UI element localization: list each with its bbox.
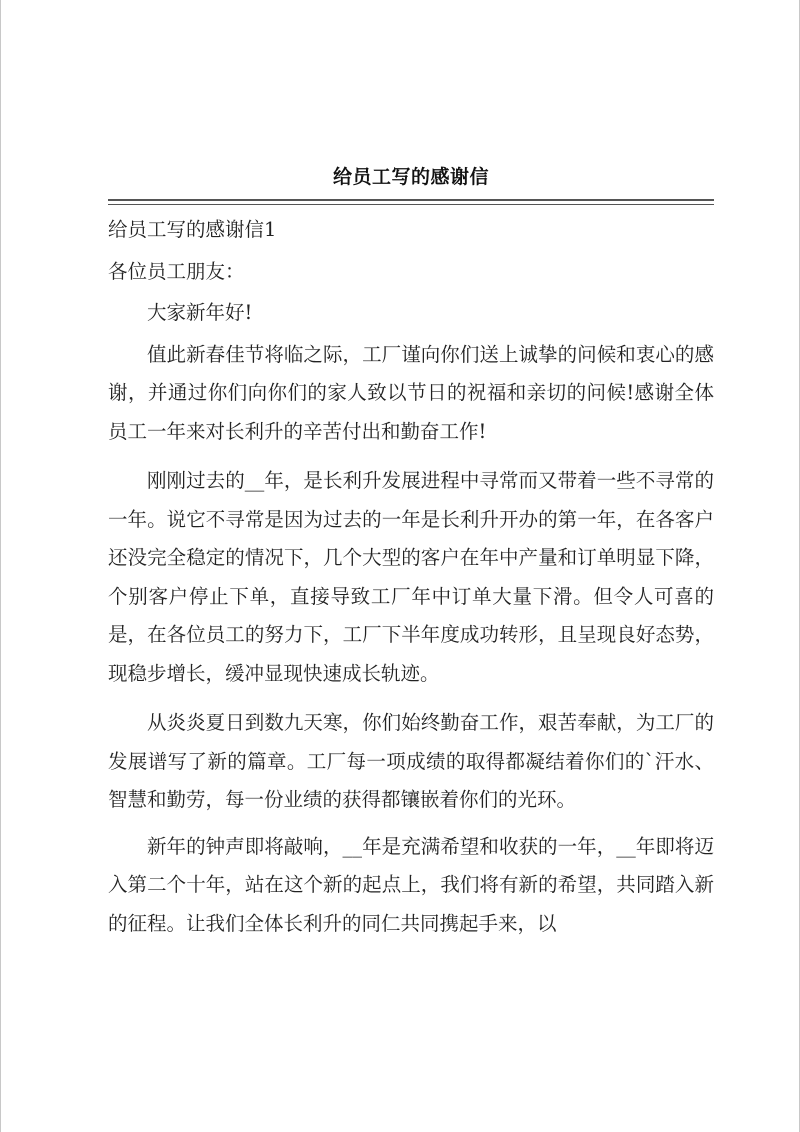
document-title: 给员工写的感谢信	[332, 166, 489, 188]
body-paragraph: 刚刚过去的__年，是长利升发展进程中寻常而又带着一些不寻常的一年。说它不寻常是因为过去的一年是长利升开办的第一年，在各客户还没完全稳定的情况下，几个大型的客户在年中产量和订单明显下降，个别客户停止下单，直接导致工厂年中订单大量下滑。但令人可喜的是，在各位员工的努力下，工厂下半年度成功转形，且呈现良好态势，现稳步增长，缓冲显现快速成长轨迹。	[108, 469, 714, 685]
title-divider	[108, 199, 714, 205]
document-body	[108, 211, 714, 943]
letter-subheading: 给员工写的感谢信1	[108, 218, 277, 241]
greeting-paragraph: 大家新年好!	[147, 301, 253, 324]
salutation: 各位员工朋友：	[108, 259, 245, 283]
body-paragraph: 值此新春佳节将临之际，工厂谨向你们送上诚挚的问候和衷心的感谢，并通过你们向你们的家人致以节日的祝福和亲切的问候!感谢全体员工一年来对长利升的辛苦付出和勤奋工作!	[108, 342, 714, 443]
body-paragraph: 从炎炎夏日到数九天寒，你们始终勤奋工作，艰苦奉献，为工厂的发展谱写了新的篇章。工厂每一项成绩的取得都凝结着你们的`汗水、智慧和勤劳，每一份业绩的获得都镶嵌着你们的光环。	[108, 711, 714, 811]
body-paragraph: 新年的钟声即将敲响，__年是充满希望和收获的一年，__年即将迈入第二个十年，站在这个新的起点上，我们将有新的希望，共同踏入新的征程。让我们全体长利升的同仁共同携起手来，以	[108, 834, 714, 935]
